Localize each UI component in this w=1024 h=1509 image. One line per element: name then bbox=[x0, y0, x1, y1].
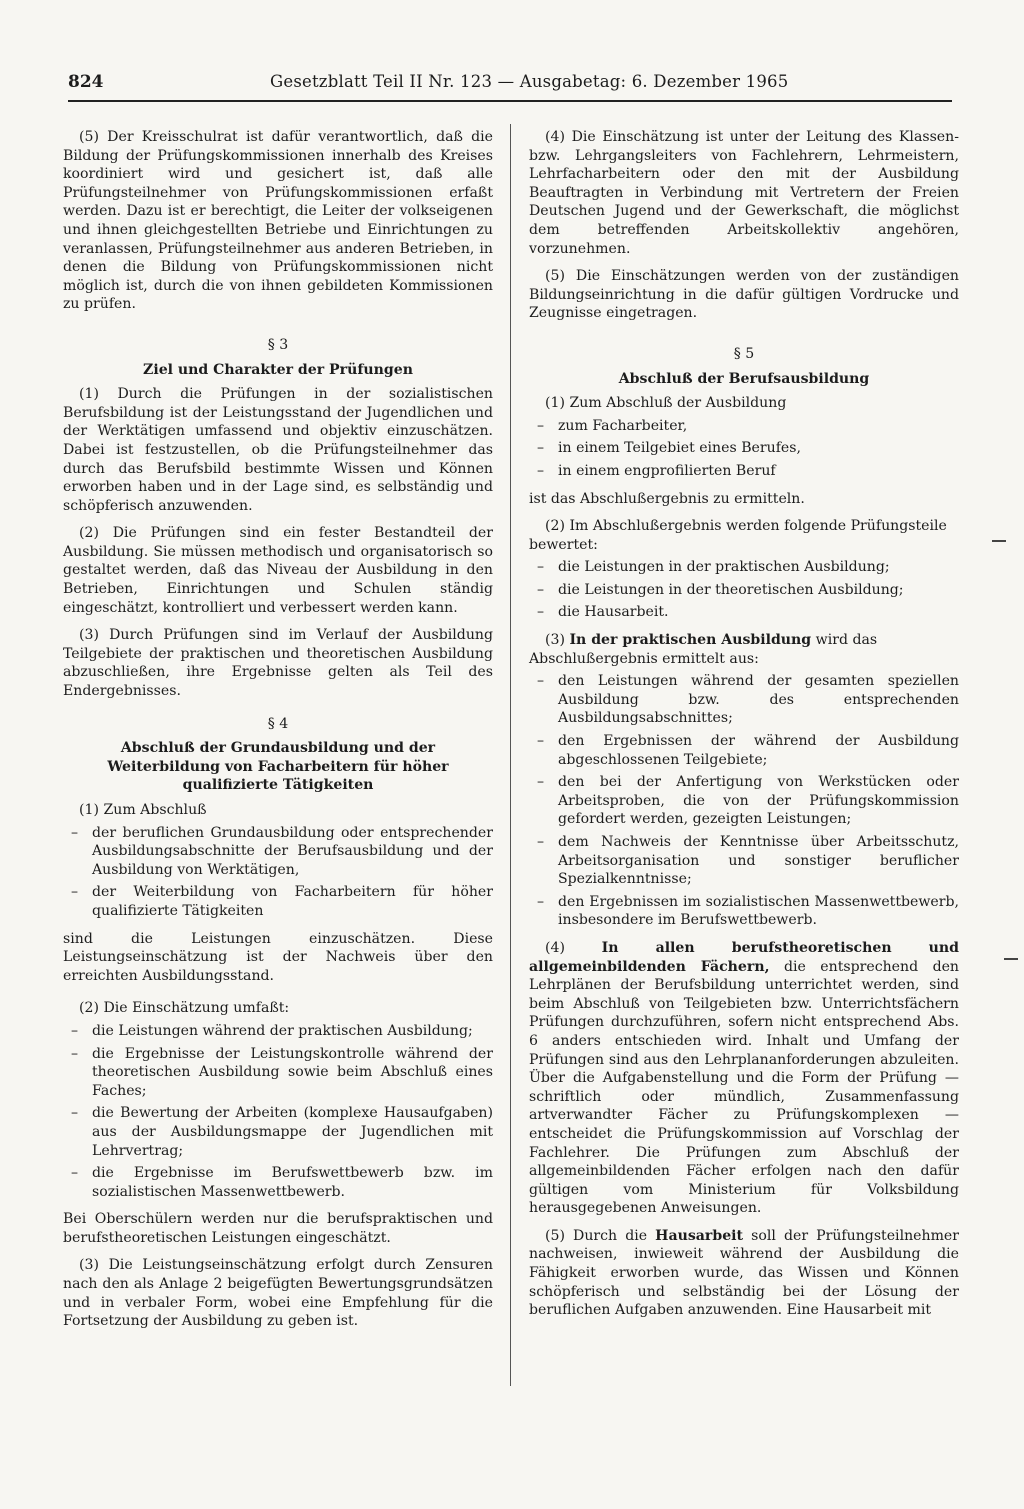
margin-mark bbox=[992, 540, 1006, 542]
paragraph-s5-2-lead: (2) Im Abschlußergebnis werden folgende Prüfungsteile bewertet: bbox=[529, 518, 947, 553]
right-column bbox=[529, 128, 959, 1329]
paragraph-s5-3-lead bbox=[529, 631, 959, 668]
list-item: – in einem Teilgebiet eines Berufes, bbox=[529, 439, 959, 458]
section-number-4: § 4 bbox=[267, 715, 289, 732]
list-s4-2 bbox=[63, 1022, 493, 1201]
paragraph-s5-5 bbox=[529, 1227, 959, 1320]
list-item: – dem Nachweis der Kenntnisse über Arbeitsschutz, Arbeitsorganisation und sonstiger beruflicher Spezialkenntnisse; bbox=[529, 833, 959, 889]
column-divider bbox=[510, 124, 511, 1386]
paragraph-number: (3) bbox=[545, 632, 565, 649]
page-number: 824 bbox=[68, 72, 104, 92]
paragraph-number: (4) bbox=[545, 939, 565, 956]
list-item: – die Leistungen während der praktischen Ausbildung; bbox=[63, 1022, 493, 1041]
paragraph-s4-2-lead: (2) Die Einschätzung umfaßt: bbox=[79, 1000, 290, 1017]
paragraph-s4-1-tail: sind die Leistungen einzuschätzen. Diese Leistungseinschätzung ist der Nachweis über den erreichten Ausbildungsstand. bbox=[63, 930, 493, 984]
paragraph-s5-1-lead: (1) Zum Abschluß der Ausbildung bbox=[545, 395, 787, 412]
paragraph-s4-3: (3) Die Leistungseinschätzung erfolgt durch Zensuren nach den als Anlage 2 beigefügten Bewertungsgrundsätzen und in verbaler Form, wobei eine Empfehlung für die Fortsetzung der Ausbildung zu geben ist. bbox=[63, 1257, 493, 1330]
paragraph-text: (5) Durch die bbox=[545, 1227, 648, 1244]
list-s5-1 bbox=[529, 417, 959, 481]
paragraph-s3-2: (2) Die Prüfungen sind ein fester Bestandteil der Ausbildung. Sie müssen methodisch und organisatorisch so gestaltet werden, daß das Niveau der Ausbildung in den Betrieben, Einrichtungen und Schulen ständig eingeschätzt, kontrolliert und verbessert werden kann. bbox=[63, 525, 493, 616]
paragraph-text: die entsprechend den Lehrplänen der Berufsbildung unterrichtet werden, sind beim Abschluß von Teilgebieten bzw. Unterrichtsfächern Prüfungen durchzuführen, sofern nicht entsprechend Abs. 6 anders entschieden wird. Inhalt und Umfang der Prüfungen sind aus den Lehrplananforderungen abzuleiten. Über die Aufgabenstellung und die Form der Prüfung — schriftlich oder mündlich, Zusammenfassung artverwandter Fächer zu Prüfungskomplexen — entscheidet die Prüfungskommission auf Vorschlag der Fachlehrer. Die Prüfungen zum Abschluß der allgemeinbildenden Fächer erfolgen nach den dafür gültigen vom Ministerium für Volksbildung herausgegebenen Anweisungen. bbox=[529, 958, 960, 1217]
paragraph-s5-4 bbox=[529, 939, 959, 1218]
list-item: – die Leistungen in der praktischen Ausbildung; bbox=[529, 558, 959, 577]
paragraph-s4-4: (4) Die Einschätzung ist unter der Leitung des Klassen- bzw. Lehrgangsleiters von Fachlehrern, Lehrmeistern, Lehrfacharbeitern oder den mit der Ausbildung Beauftragten in Verbindung mit Vertretern der Freien Deutschen Jugend und der Gewerkschaft, die möglichst dem betreffenden Arbeitskollektiv angehören, vorzunehmen. bbox=[529, 129, 959, 257]
header-title: Gesetzblatt Teil II Nr. 123 — Ausgabetag: 6. Dezember 1965 bbox=[270, 72, 789, 91]
list-item: – die Ergebnisse der Leistungskontrolle während der theoretischen Ausbildung sowie beim Abschluß eines Faches; bbox=[63, 1045, 493, 1101]
list-item: – in einem engprofilierten Beruf bbox=[529, 462, 959, 481]
list-item: – der beruflichen Grundausbildung oder entsprechender Ausbildungsabschnitte der Berufsausbildung und der Ausbildung von Werktätigen, bbox=[63, 824, 493, 880]
list-s5-2 bbox=[529, 558, 959, 622]
paragraph-s2-5: (5) Der Kreisschulrat ist dafür verantwortlich, daß die Bildung der Prüfungskommissionen innerhalb des Kreises koordiniert wird und gesichert ist, daß alle Prüfungsteilnehmer von Prüfungskommissionen erfaßt werden. Dazu ist er berechtigt, die Leiter der volkseigenen und ihnen gleichgestellten Betriebe und Einrichtungen zu veranlassen, Prüfungsteilnehmer aus anderen Betrieben, in denen die Bildung von Prüfungskommissionen nicht möglich ist, durch die von ihnen gebildeten Kommissionen zu prüfen. bbox=[63, 129, 493, 313]
paragraph-s3-3: (3) Durch Prüfungen sind im Verlauf der Ausbildung Teilgebiete der praktischen und theoretischen Ausbildung abzuschließen, ihre Ergebnisse gelten als Teil des Endergebnisses. bbox=[63, 627, 493, 700]
section-title-3: Ziel und Charakter der Prüfungen bbox=[143, 361, 413, 378]
paragraph-s4-5: (5) Die Einschätzungen werden von der zuständigen Bildungseinrichtung in die dafür gültigen Vordrucke und Zeugnisse eingetragen. bbox=[529, 268, 959, 322]
emphasis-text: In der praktischen Ausbildung bbox=[569, 632, 812, 649]
paragraph-s3-1: (1) Durch die Prüfungen in der sozialistischen Berufsbildung ist der Leistungsstand der Jugendlichen und der Werktätigen umfassend und objektiv einzuschätzen. Dabei ist festzustellen, ob die Prüfungsteilnehmer das durch das Berufsbild bestimmte Wissen und Können erworben haben und in der Lage sind, es selbständig und schöpferisch anzuwenden. bbox=[63, 386, 493, 514]
emphasis-text: Hausarbeit bbox=[655, 1227, 744, 1244]
paragraph-s4-2-tail: Bei Oberschülern werden nur die berufspraktischen und berufstheoretischen Leistungen eingeschätzt. bbox=[63, 1211, 493, 1246]
list-item: – den bei der Anfertigung von Werkstücken oder Arbeitsproben, die von der Prüfungskommission gefordert werden, gezeigten Leistungen; bbox=[529, 773, 959, 829]
list-item: – den Leistungen während der gesamten speziellen Ausbildung bzw. des entsprechenden Ausbildungsabschnittes; bbox=[529, 672, 959, 728]
left-column bbox=[63, 128, 493, 1340]
paragraph-s4-1-lead: (1) Zum Abschluß bbox=[79, 802, 207, 818]
list-item: – der Weiterbildung von Facharbeitern für höher qualifizierte Tätigkeiten bbox=[63, 883, 493, 920]
section-number-5: § 5 bbox=[733, 345, 755, 362]
margin-mark bbox=[1004, 958, 1018, 960]
list-item: – die Leistungen in der theoretischen Ausbildung; bbox=[529, 581, 959, 600]
list-item: – zum Facharbeiter, bbox=[529, 417, 959, 436]
page-header bbox=[68, 72, 952, 102]
section-title-5: Abschluß der Berufsausbildung bbox=[618, 370, 870, 387]
paragraph-s5-1-tail: ist das Abschlußergebnis zu ermitteln. bbox=[529, 490, 805, 507]
list-s4-1 bbox=[63, 824, 493, 921]
list-item: – den Ergebnissen der während der Ausbildung abgeschlossenen Teilgebiete; bbox=[529, 732, 959, 769]
list-s5-3 bbox=[529, 672, 959, 930]
section-number-3: § 3 bbox=[267, 336, 289, 353]
list-item: – die Bewertung der Arbeiten (komplexe Hausaufgaben) aus der Ausbildungsmappe der Jugendlichen mit Lehrvertrag; bbox=[63, 1104, 493, 1160]
list-item: – die Hausarbeit. bbox=[529, 603, 959, 622]
list-item: – die Ergebnisse im Berufswettbewerb bzw. im sozialistischen Massenwettbewerb. bbox=[63, 1164, 493, 1201]
section-title-4: Abschluß der Grundausbildung und der Weiterbildung von Facharbeitern für höher qualifizierte Tätigkeiten bbox=[107, 740, 449, 794]
paragraph-text: soll der Prüfungsteilnehmer nachweisen, inwieweit während der Ausbildung die Fähigkeit erworben wurde, das Wissen und Können schöpferisch und selbständig bei der Lösung der beruflichen Aufgaben anzuwenden. Eine Hausarbeit mit bbox=[529, 1227, 960, 1319]
paragraph-text: wird das Abschlußergebnis ermittelt aus: bbox=[529, 632, 878, 667]
emphasis-text: In allen berufstheoretischen und allgemeinbildenden Fächern, bbox=[529, 939, 960, 975]
list-item: – den Ergebnissen im sozialistischen Massenwettbewerb, insbesondere im Berufswettbewerb. bbox=[529, 893, 959, 930]
